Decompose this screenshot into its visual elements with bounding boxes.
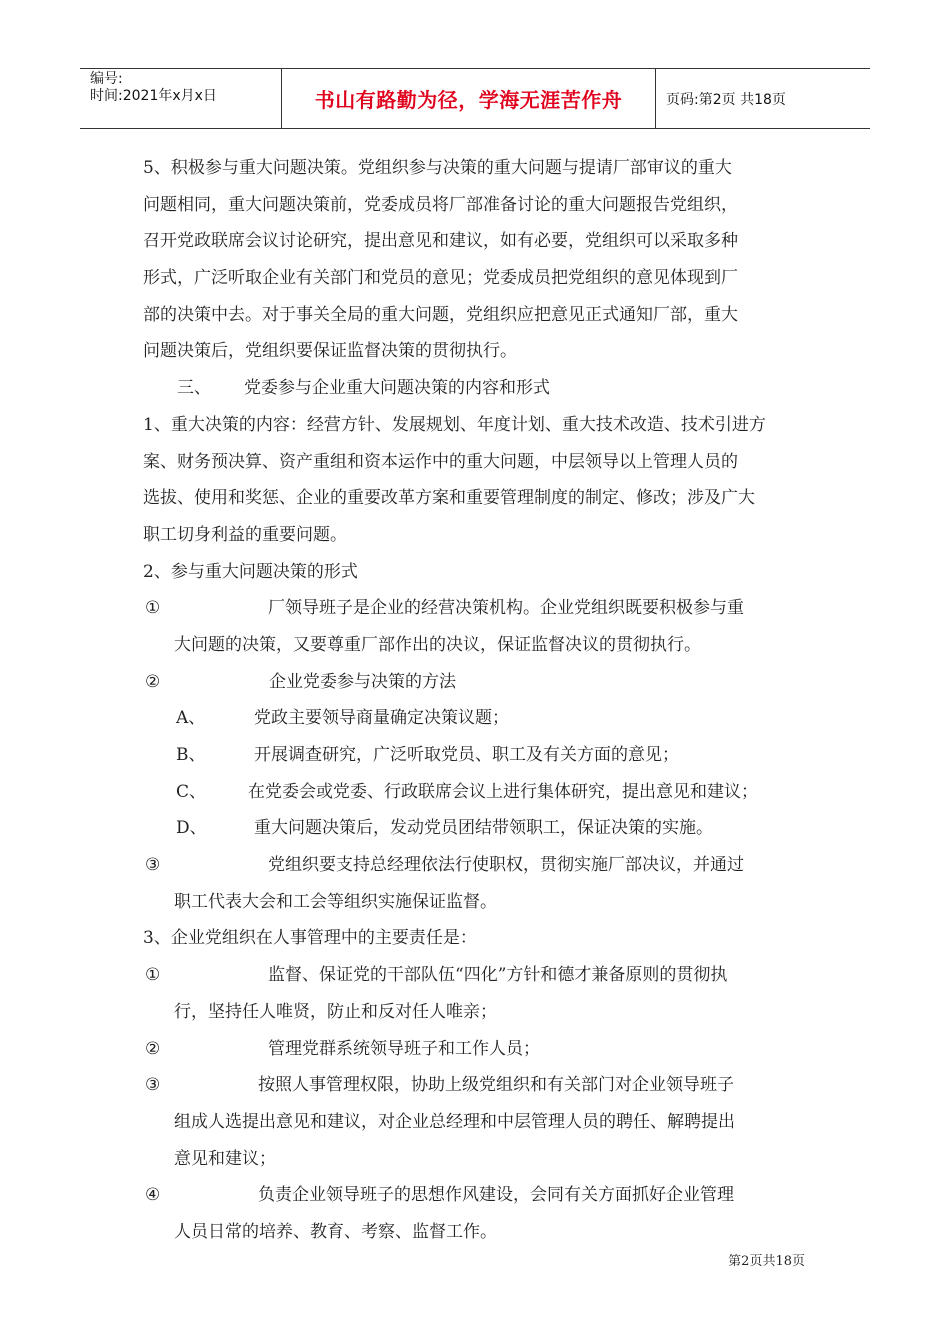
- circled-number: ①: [145, 965, 161, 986]
- section-heading: [143, 370, 815, 407]
- circled-number: ②: [145, 671, 161, 692]
- sub-item: [143, 700, 815, 737]
- item-text: 党政主要领导商量确定决策议题；: [254, 708, 509, 729]
- section-number: 三、: [177, 378, 211, 399]
- code-label: 编号:: [90, 71, 123, 87]
- text-line: 意见和建议；: [174, 1148, 276, 1169]
- sub-item: [143, 810, 815, 847]
- item-text: 负责企业领导班子的思想作风建设，会同有关方面抓好企业管理: [258, 1185, 734, 1206]
- text-line: 形式，广泛听取企业有关部门和党员的意见；党委成员把党组织的意见体现到厂: [143, 268, 738, 289]
- circled-number: ①: [145, 598, 161, 619]
- text-line: 2、参与重大问题决策的形式: [143, 561, 358, 582]
- list-item: [143, 1177, 815, 1214]
- header-page-label: 页码:第2页 共18页: [666, 91, 786, 108]
- text-line: 问题决策后，党组织要保证监督决策的贯彻执行。: [143, 341, 517, 362]
- list-item: [143, 1067, 815, 1104]
- item-text: 厂领导班子是企业的经营决策机构。企业党组织既要积极参与重: [268, 598, 744, 619]
- item-text: 在党委会或党委、行政联席会议上进行集体研究，提出意见和建议；: [248, 781, 758, 802]
- text-line: 组成人选提出意见和建议，对企业总经理和中层管理人员的聘任、解聘提出: [174, 1111, 735, 1132]
- letter-marker: D、: [176, 818, 207, 839]
- text-line: 部的决策中去。对于事关全局的重大问题，党组织应把意见正式通知厂部，重大: [143, 304, 738, 325]
- text-line: 行，坚持任人唯贤，防止和反对任人唯亲；: [174, 1001, 497, 1022]
- page-header: [80, 68, 870, 129]
- text-line: 案、财务预决算、资产重组和资本运作中的重大问题，中层领导以上管理人员的: [143, 451, 738, 472]
- text-line: 大问题的决策，又要尊重厂部作出的决议，保证监督决议的贯彻执行。: [174, 634, 701, 655]
- text-line: 1、重大决策的内容：经营方针、发展规划、年度计划、重大技术改造、技术引进方: [143, 414, 766, 435]
- time-label: 时间:2021年x月x日: [90, 88, 217, 104]
- list-item: [143, 847, 815, 884]
- text-line: 职工代表大会和工会等组织实施保证监督。: [174, 891, 497, 912]
- document-body: [143, 150, 815, 1251]
- item-text: 管理党群系统领导班子和工作人员；: [268, 1038, 540, 1059]
- text-line: 人员日常的培养、教育、考察、监督工作。: [174, 1221, 497, 1242]
- text-line: 职工切身利益的重要问题。: [143, 524, 347, 545]
- item-text: 监督、保证党的干部队伍“四化”方针和德才兼备原则的贯彻执: [268, 965, 728, 986]
- circled-number: ②: [145, 1038, 161, 1059]
- circled-number: ③: [145, 1075, 161, 1096]
- text-line: 问题相同，重大问题决策前，党委成员将厂部准备讨论的重大问题报告党组织，: [143, 194, 738, 215]
- letter-marker: B、: [176, 745, 206, 765]
- item-text: 按照人事管理权限，协助上级党组织和有关部门对企业领导班子: [258, 1075, 734, 1096]
- circled-number: ④: [145, 1185, 161, 1206]
- circled-number: ③: [145, 855, 161, 876]
- item-text: 重大问题决策后，发动党员团结带领职工，保证决策的实施。: [254, 818, 713, 839]
- list-item: [143, 590, 815, 627]
- text-line: 5、积极参与重大问题决策。党组织参与决策的重大问题与提请厂部审议的重大: [143, 158, 732, 178]
- list-item: [143, 957, 815, 994]
- item-text: 开展调查研究，广泛听取党员、职工及有关方面的意见；: [254, 745, 679, 765]
- letter-marker: A、: [176, 708, 206, 729]
- list-item: [143, 1031, 815, 1068]
- item-text: 企业党委参与决策的方法: [269, 671, 456, 692]
- section-title: 党委参与企业重大问题决策的内容和形式: [244, 378, 550, 399]
- header-meta: [80, 69, 282, 128]
- page-footer: 第2页共18页: [728, 1254, 805, 1269]
- sub-item: [143, 774, 815, 811]
- list-item: [143, 664, 815, 701]
- item-text: 党组织要支持总经理依法行使职权，贯彻实施厂部决议，并通过: [268, 855, 744, 876]
- sub-item: [143, 737, 815, 774]
- header-motto: 书山有路勤为径，学海无涯苦作舟: [282, 69, 656, 128]
- letter-marker: C、: [176, 781, 207, 802]
- text-line: 召开党政联席会议讨论研究，提出意见和建议，如有必要，党组织可以采取多种: [143, 231, 738, 252]
- text-line: 选拔、使用和奖惩、企业的重要改革方案和重要管理制度的制定、修改；涉及广大: [143, 488, 755, 509]
- text-line: 3、企业党组织在人事管理中的主要责任是：: [143, 928, 477, 949]
